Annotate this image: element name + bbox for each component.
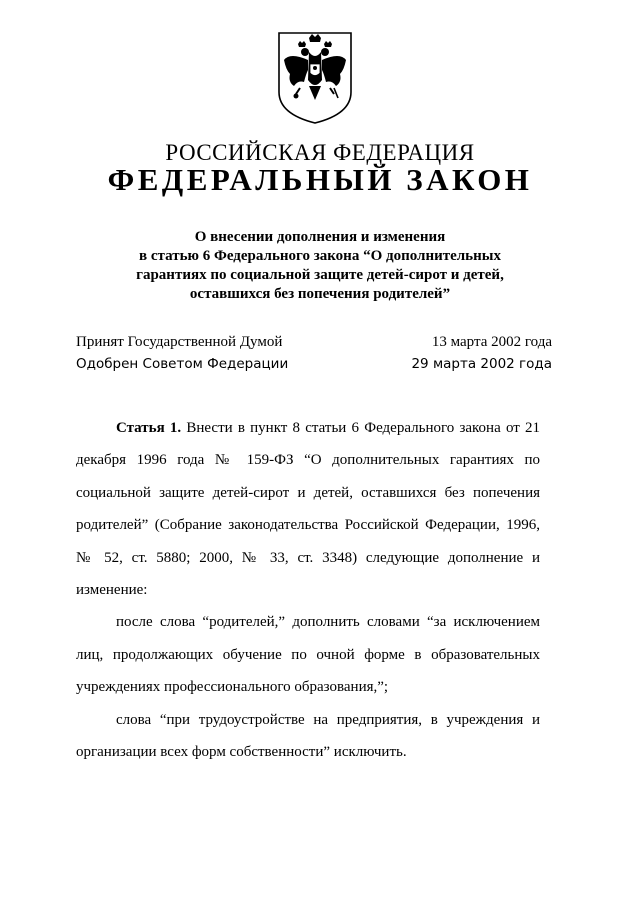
- coat-of-arms-icon: [276, 30, 354, 126]
- article-line: организации всех форм собственности” исключить.: [76, 743, 407, 760]
- subject-line: О внесении дополнения и изменения: [194, 229, 446, 245]
- article-line: декабря 1996 года № 159-ФЗ “О дополнительных гарантиях по: [76, 452, 540, 469]
- article-line: слова “при трудоустройстве на предприятия, в учреждения и: [116, 711, 540, 728]
- article-line: № 52, ст. 5880; 2000, № 33, ст. 3348) следующие дополнение и: [76, 549, 540, 566]
- article-line: учреждениях профессионального образования,”;: [76, 679, 389, 696]
- law-subject-title: [90, 228, 550, 304]
- subject-line: оставшихся без попечения родителей”: [189, 286, 451, 302]
- document-type-title: ФЕДЕРАЛЬНЫЙ ЗАКОН: [107, 162, 533, 197]
- article-line: [76, 412, 540, 444]
- country-name: РОССИЙСКАЯ ФЕДЕРАЦИЯ: [165, 140, 475, 165]
- article-line: социальной защите детей-сирот и детей, оставшихся без попечения: [76, 484, 540, 501]
- subject-line: гарантиях по социальной защите детей-сирот и детей,: [136, 267, 504, 283]
- adoption-label: Одобрен Советом Федерации: [76, 356, 289, 372]
- article-body: [76, 412, 540, 768]
- adoption-label: Принят Государственной Думой: [76, 334, 283, 350]
- article-line: родителей” (Собрание законодательства Российской Федерации, 1996,: [76, 517, 540, 534]
- article-line: изменение:: [76, 581, 148, 598]
- article-line: лиц, продолжающих обучение по очной форме в образовательных: [76, 646, 540, 663]
- article-line-text: Внести в пункт 8 статьи 6 Федерального закона от 21: [181, 420, 540, 436]
- article-label: Статья 1.: [116, 420, 182, 436]
- adoption-date: 13 марта 2002 года: [431, 334, 552, 350]
- subject-line: в статью 6 Федерального закона “О дополнительных: [139, 248, 501, 264]
- adoption-date: 29 марта 2002 года: [411, 356, 552, 372]
- article-line: после слова “родителей,” дополнить словами “за исключением: [116, 614, 540, 631]
